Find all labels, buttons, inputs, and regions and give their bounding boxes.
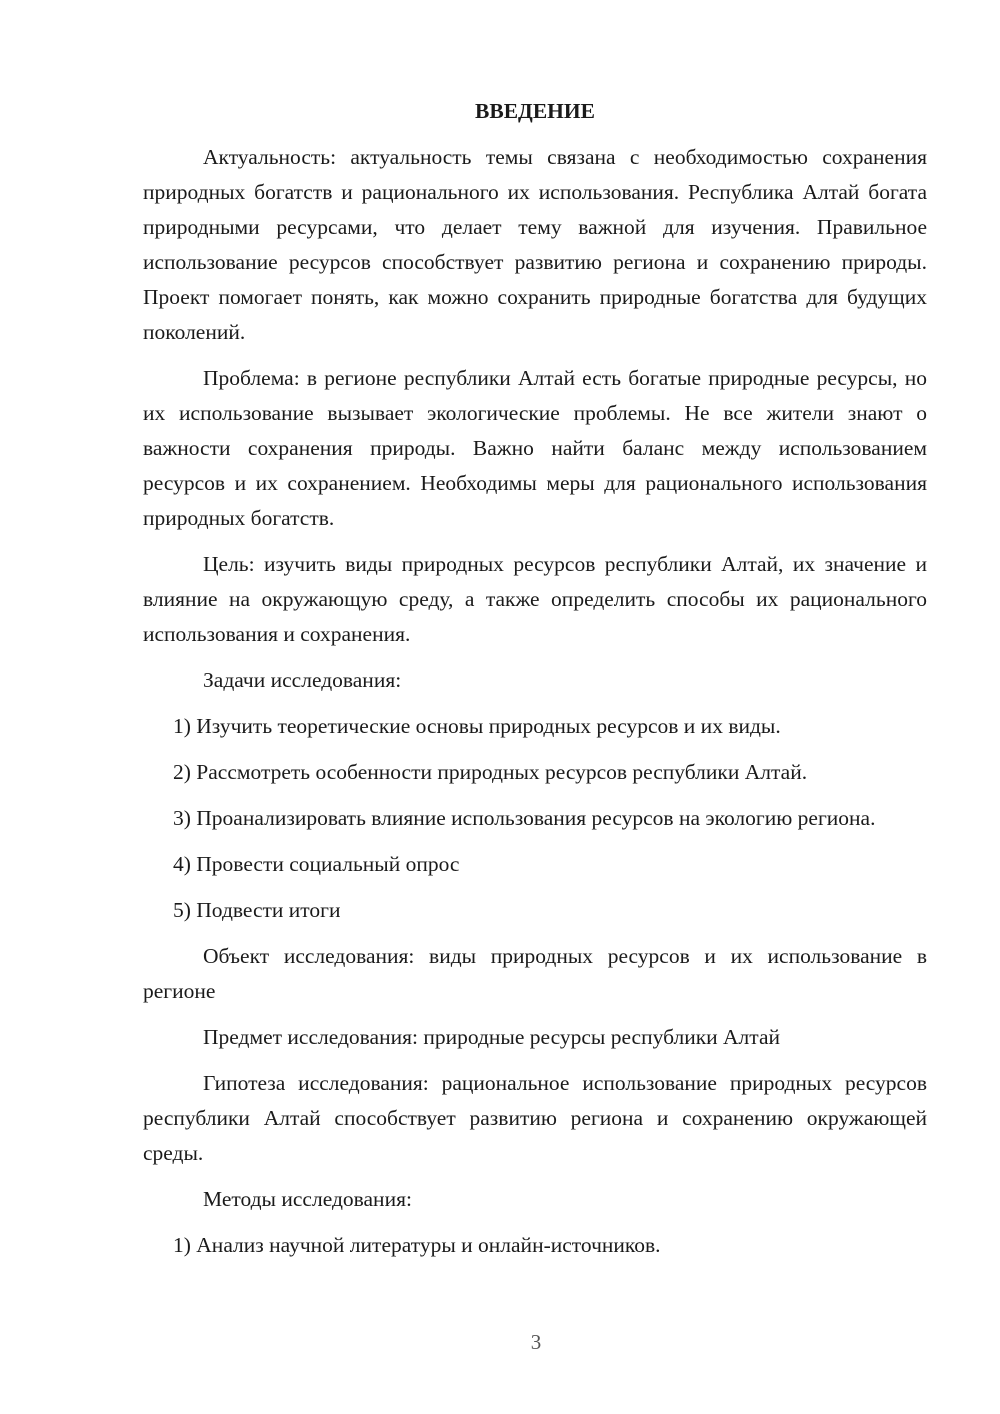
section-title: ВВЕДЕНИЕ bbox=[475, 99, 595, 123]
task-item: 3) Проанализировать влияние использования ресурсов на экологию региона. bbox=[173, 806, 876, 830]
relevance-paragraph: Актуальность: актуальность темы связана с необходимостью сохранения природных богатств и рационального их использования. Республика Алтай богата природными ресурсами, что делает тему важной для изучения. Правильное использование ресурсов способствует развитию региона и сохранению природы. Проект помогает понять, как можно сохранить природные богатства для будущих поколений. bbox=[143, 145, 927, 344]
hypothesis-paragraph: Гипотеза исследования: рациональное использование природных ресурсов республики Алтай способствует развитию региона и сохранению окружающей среды. bbox=[143, 1071, 927, 1165]
task-item: 4) Провести социальный опрос bbox=[173, 852, 460, 876]
task-item: 5) Подвести итоги bbox=[173, 898, 341, 922]
page-number: 3 bbox=[530, 1330, 542, 1354]
subject-paragraph: Предмет исследования: природные ресурсы республики Алтай bbox=[203, 1025, 780, 1049]
method-item: 1) Анализ научной литературы и онлайн-источников. bbox=[173, 1233, 661, 1257]
goal-paragraph: Цель: изучить виды природных ресурсов республики Алтай, их значение и влияние на окружающую среду, а также определить способы их рационального использования и сохранения. bbox=[143, 552, 927, 646]
tasks-heading: Задачи исследования: bbox=[203, 668, 402, 692]
task-item: 2) Рассмотреть особенности природных ресурсов республики Алтай. bbox=[173, 760, 808, 784]
methods-heading: Методы исследования: bbox=[203, 1187, 412, 1211]
task-item: 1) Изучить теоретические основы природных ресурсов и их виды. bbox=[173, 714, 781, 738]
problem-paragraph: Проблема: в регионе республики Алтай есть богатые природные ресурсы, но их использование вызывает экологические проблемы. Не все жители знают о важности сохранения природы. Важно найти баланс между использованием ресурсов и их сохранением. Необходимы меры для рационального использования природных богатств. bbox=[143, 366, 927, 530]
document-page bbox=[143, 94, 927, 1274]
object-paragraph: Объект исследования: виды природных ресурсов и их использование в регионе bbox=[143, 944, 927, 1003]
